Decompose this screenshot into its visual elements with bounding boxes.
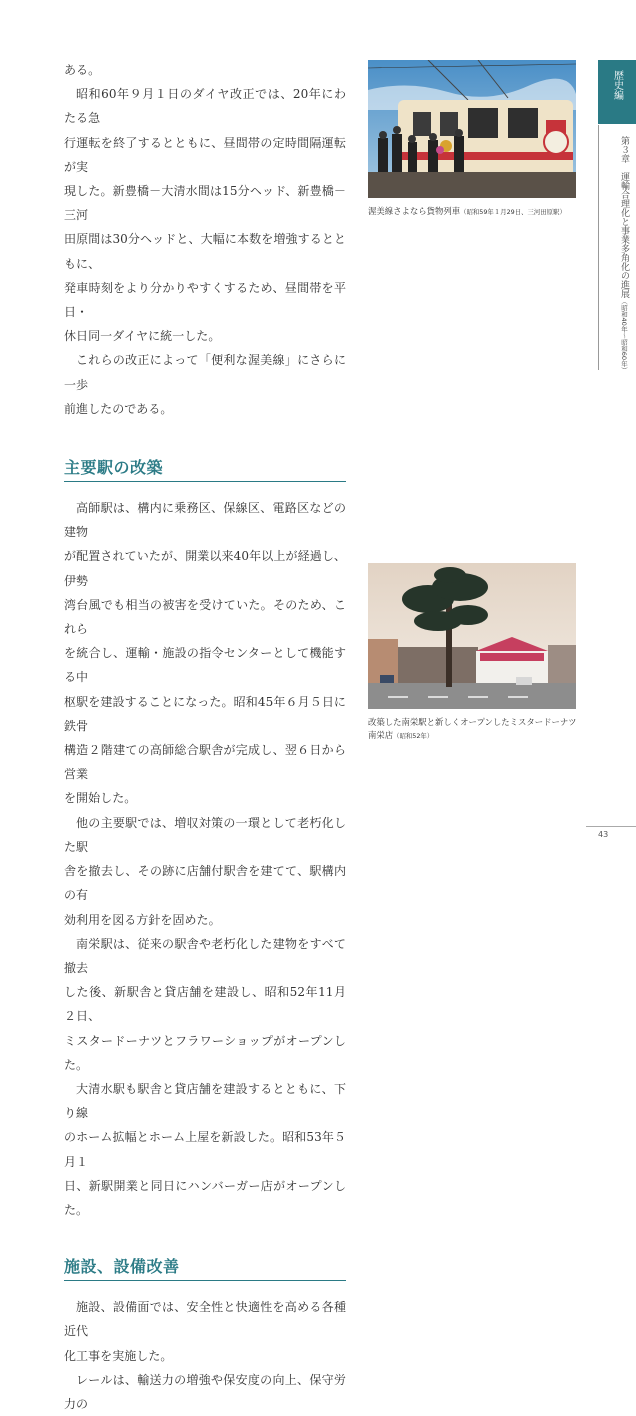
caption-text: 南栄店 — [368, 729, 394, 740]
body-paragraph: 他の主要駅では、増収対策の一環として老朽化した駅 舎を撤去し、その跡に店舗付駅舎を建てて、駅構内の有 効利用を図る方針を固めた。 — [64, 815, 346, 927]
train-photo-caption — [368, 205, 583, 219]
body-paragraph: これらの改正によって「便利な渥美線」にさらに一歩 前進したのである。 — [64, 353, 346, 416]
page-number-divider — [586, 826, 636, 827]
caption-note: （昭和59年１月29日、三河田原駅） — [460, 208, 566, 216]
caption-text: 改築した南栄駅と新しくオープンしたミスタードーナツ — [368, 717, 577, 727]
caption-note: （昭和52年） — [393, 731, 434, 740]
body-paragraph: ある。 — [64, 63, 101, 77]
caption-text: 渥美線さよなら貨物列車 — [368, 206, 461, 216]
main-text-column — [64, 58, 346, 1416]
section-tab — [598, 60, 636, 124]
sidebar-divider — [598, 125, 599, 370]
chapter-period: （昭和40年〜昭和60年） — [620, 298, 628, 374]
chapter-label — [604, 136, 630, 376]
station-photo — [368, 563, 576, 709]
body-paragraph: レールは、輸送力の増強や保安度の向上、保守労力の — [64, 1372, 346, 1411]
body-paragraph: 昭和60年９月１日のダイヤ改正では、20年にわたる急 行運転を終了するとともに、昼間帯の定時間隔運転が実 現した。新豊橋－大清水間は15分ヘッド、新豊橋－三河 田原間は30分ヘッドと、大幅に本数を増強するとともに、 発車時刻をより分かりやすくするため、昼間帯を平日・ 休日同一ダイヤに統一した。 — [64, 87, 346, 344]
body-paragraph: 施設、設備面では、安全性と快適性を高める各種近代 化工事を実施した。 — [64, 1300, 346, 1363]
body-paragraph: 南栄駅は、従来の駅舎や老朽化した建物をすべて撤去 した後、新駅舎と貸店舗を建設し、昭和52年11月２日、 ミスタードーナツとフラワーショップがオープンした。 — [64, 936, 346, 1072]
section-tab-label: 歴史編 — [611, 70, 623, 100]
section-heading: 施設、設備改善 — [64, 1254, 346, 1281]
section-heading: 主要駅の改築 — [64, 455, 346, 482]
chapter-title: 第３章 運輸合理化と事業多角化の進展 — [619, 136, 629, 298]
train-photo — [368, 60, 576, 198]
station-photo-caption — [368, 716, 583, 742]
body-paragraph: 大清水駅も駅舎と貸店舗を建設するとともに、下り線 のホーム拡幅とホーム上屋を新設した。昭和53年５月１ 日、新駅開業と同日にハンバーガー店がオープンした。 — [64, 1081, 346, 1217]
page-number: 43 — [598, 830, 609, 839]
body-paragraph: 高師駅は、構内に乗務区、保線区、電路区などの建物 が配置されていたが、開業以来40年以上が経過し、伊勢 湾台風でも相当の被害を受けていた。そのため、これら を統合し、運輸・施設の指令センターとして機能する中 枢駅を建設することになった。昭和45年６月５日に鉄骨 構造２階建ての高師総合駅舎が完成し、翌６日から営業 を開始した。 — [64, 501, 346, 806]
